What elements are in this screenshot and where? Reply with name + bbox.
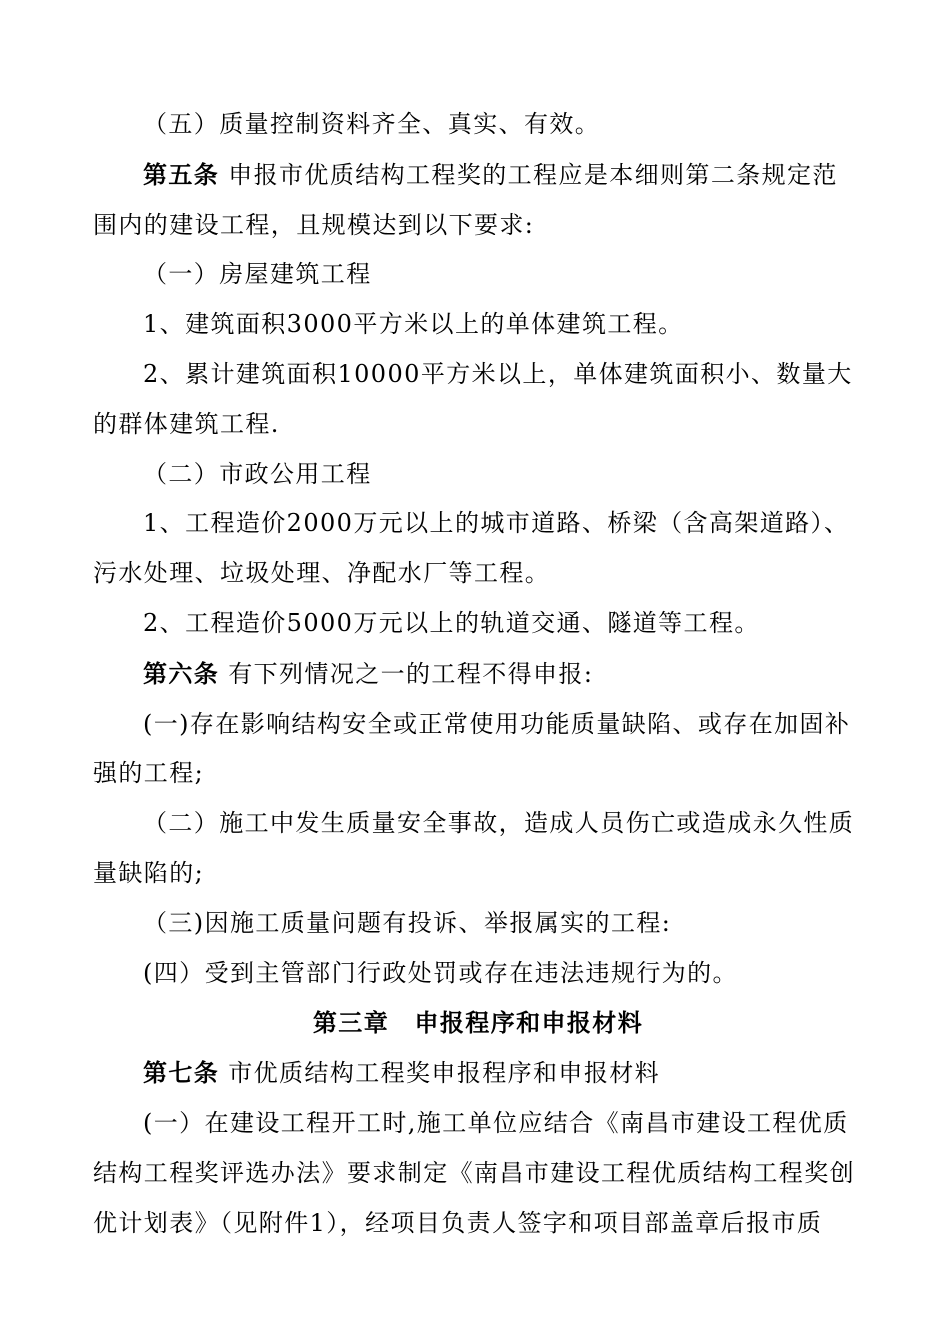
article-5-label: 第五条 xyxy=(143,159,220,189)
exclusion-item-3 xyxy=(93,899,863,949)
procedure-item-1-continuation xyxy=(93,1149,863,1199)
text-line: 优计划表》（见附件1），经项目负责人签字和项目部盖章后报市质 xyxy=(93,1208,823,1237)
article-5-text: 申报市优质结构工程奖的工程应是本细则第二条规定范 xyxy=(228,160,838,189)
article-7-text: 市优质结构工程奖申报程序和申报材料 xyxy=(228,1059,661,1088)
housing-item-1 xyxy=(93,300,863,350)
exclusion-item-2-continuation xyxy=(93,849,863,899)
chapter-title: 第三章 申报程序和申报材料 xyxy=(312,1008,644,1038)
article-7 xyxy=(93,1048,863,1099)
procedure-item-1 xyxy=(93,1099,863,1149)
chapter-3-heading xyxy=(93,998,863,1048)
exclusion-item-1-continuation xyxy=(93,749,863,799)
article-6 xyxy=(93,649,863,700)
text-line: 污水处理、垃圾处理、净配水厂等工程。 xyxy=(93,559,551,588)
section-heading: （二）市政公用工程 xyxy=(143,459,372,488)
article-6-label: 第六条 xyxy=(143,658,220,688)
exclusion-item-2 xyxy=(93,799,863,849)
housing-item-2 xyxy=(93,350,863,400)
text-line: (四）受到主管部门行政处罚或存在违法违规行为的。 xyxy=(143,958,738,987)
exclusion-item-1 xyxy=(93,700,863,750)
municipal-item-2 xyxy=(93,599,863,649)
article-6-text: 有下列情况之一的工程不得申报: xyxy=(228,659,594,688)
document-page xyxy=(93,100,863,1248)
municipal-item-1 xyxy=(93,499,863,549)
article-5 xyxy=(93,150,863,201)
section-housing xyxy=(93,250,863,300)
text-line: (一)存在影响结构安全或正常使用功能质量缺陷、或存在加固补 xyxy=(143,709,851,738)
text-line: 结构工程奖评选办法》要求制定《南昌市建设工程优质结构工程奖创 xyxy=(93,1158,855,1187)
text-line: 1、工程造价2000万元以上的城市道路、桥梁（含高架道路）、 xyxy=(143,509,850,538)
article-5-continuation xyxy=(93,201,863,251)
text-line: （三)因施工质量问题有投诉、举报属实的工程: xyxy=(143,908,672,937)
article-7-label: 第七条 xyxy=(143,1058,220,1088)
municipal-item-1-continuation xyxy=(93,549,863,599)
text-line: 2、累计建筑面积10000平方米以上，单体建筑面积小、数量大 xyxy=(143,359,853,388)
paragraph-quality-docs xyxy=(93,100,863,150)
text-line: （二）施工中发生质量安全事故，造成人员伤亡或造成永久性质 xyxy=(143,809,855,838)
text-line: 围内的建设工程，且规模达到以下要求: xyxy=(93,210,535,239)
text-line: 强的工程; xyxy=(93,759,205,788)
text-line: （五）质量控制资料齐全、真实、有效。 xyxy=(143,110,601,138)
text-line: 2、工程造价5000万元以上的轨道交通、隧道等工程。 xyxy=(143,608,760,637)
exclusion-item-4 xyxy=(93,949,863,999)
text-line: 量缺陷的; xyxy=(93,858,205,887)
text-line: 的群体建筑工程. xyxy=(93,409,280,438)
text-line: 1、建筑面积3000平方米以上的单体建筑工程。 xyxy=(143,310,684,339)
text-line: (一）在建设工程开工时,施工单位应结合《南昌市建设工程优质 xyxy=(143,1108,849,1137)
housing-item-2-continuation xyxy=(93,400,863,450)
section-heading: （一）房屋建筑工程 xyxy=(143,260,372,289)
section-municipal xyxy=(93,450,863,500)
procedure-item-1-continuation-2 xyxy=(93,1199,863,1249)
